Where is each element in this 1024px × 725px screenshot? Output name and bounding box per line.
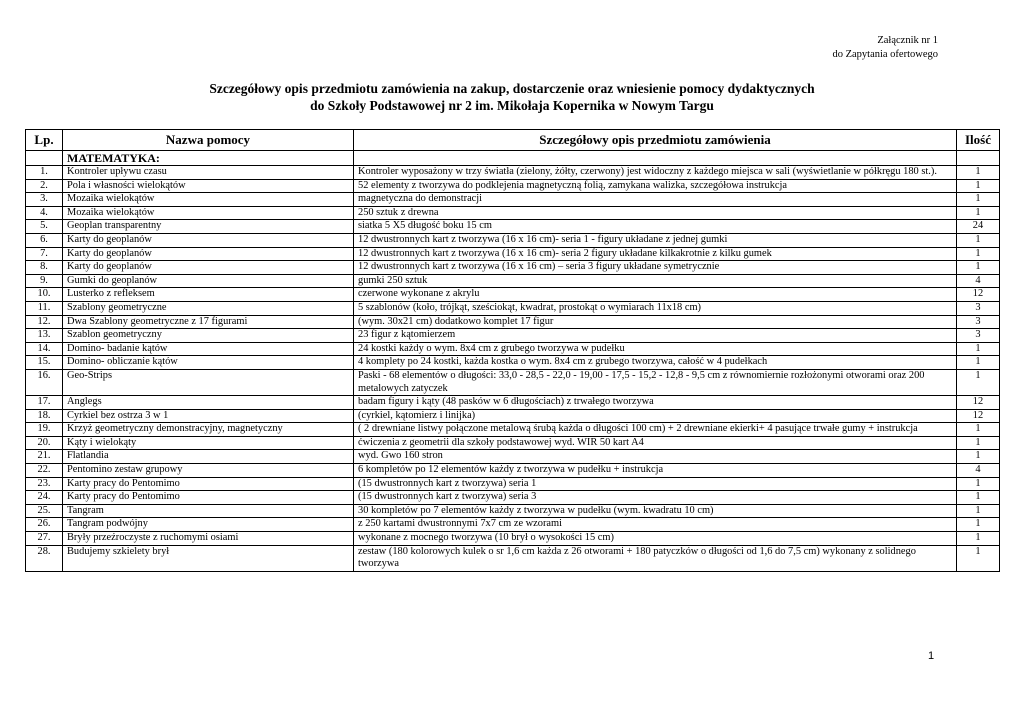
item-quantity: 4 xyxy=(957,464,1000,478)
item-quantity: 1 xyxy=(957,233,1000,247)
item-quantity: 3 xyxy=(957,315,1000,329)
item-quantity: 12 xyxy=(957,396,1000,410)
item-quantity: 1 xyxy=(957,545,1000,571)
item-name: Geoplan transparentny xyxy=(63,220,354,234)
item-quantity: 1 xyxy=(957,450,1000,464)
item-quantity: 1 xyxy=(957,436,1000,450)
header-description: Szczegółowy opis przedmiotu zamówienia xyxy=(354,130,957,151)
table-row xyxy=(26,342,1000,356)
section-row xyxy=(26,151,1000,166)
item-name: Szablony geometryczne xyxy=(63,301,354,315)
table-row xyxy=(26,518,1000,532)
item-name: Szablon geometryczny xyxy=(63,329,354,343)
row-number: 2. xyxy=(26,179,63,193)
item-description: 23 figur z kątomierzem xyxy=(354,329,957,343)
item-name: Mozaika wielokątów xyxy=(63,206,354,220)
item-quantity: 1 xyxy=(957,504,1000,518)
item-description: 24 kostki każdy o wym. 8x4 cm z grubego tworzywa w pudełku xyxy=(354,342,957,356)
item-name: Karty do geoplanów xyxy=(63,247,354,261)
item-name: Pentomino zestaw grupowy xyxy=(63,464,354,478)
item-quantity: 1 xyxy=(957,356,1000,370)
table-row xyxy=(26,233,1000,247)
item-description: 6 kompletów po 12 elementów każdy z tworzywa w pudełku + instrukcja xyxy=(354,464,957,478)
table-row xyxy=(26,315,1000,329)
title-line-1: Szczegółowy opis przedmiotu zamówienia na zakup, dostarczenie oraz wniesienie pomocy dydaktycznych xyxy=(209,81,815,96)
item-description: siatka 5 X5 długość boku 15 cm xyxy=(354,220,957,234)
row-number: 1. xyxy=(26,166,63,180)
row-number: 20. xyxy=(26,436,63,450)
table-row xyxy=(26,166,1000,180)
row-number: 8. xyxy=(26,261,63,275)
table-row xyxy=(26,450,1000,464)
item-name: Dwa Szablony geometryczne z 17 figurami xyxy=(63,315,354,329)
item-description: ćwiczenia z geometrii dla szkoły podstawowej wyd. WIR 50 kart A4 xyxy=(354,436,957,450)
table-row xyxy=(26,409,1000,423)
table-row xyxy=(26,301,1000,315)
table-row xyxy=(26,329,1000,343)
header-quantity: Ilość xyxy=(957,130,1000,151)
item-name: Mozaika wielokątów xyxy=(63,193,354,207)
table-row xyxy=(26,477,1000,491)
item-quantity: 1 xyxy=(957,247,1000,261)
item-description: wykonane z mocnego tworzywa (10 brył o wysokości 15 cm) xyxy=(354,532,957,546)
table-row xyxy=(26,504,1000,518)
table-row xyxy=(26,220,1000,234)
item-name: Tangram xyxy=(63,504,354,518)
table-row xyxy=(26,179,1000,193)
item-quantity: 24 xyxy=(957,220,1000,234)
row-number: 12. xyxy=(26,315,63,329)
item-description: Kontroler wyposażony w trzy światła (zielony, żółty, czerwony) jest widoczny z każdego miejsca w sali (wyświetlanie w półkręgu 180 st.). xyxy=(354,166,957,180)
item-name: Geo-Strips xyxy=(63,369,354,395)
table-row xyxy=(26,193,1000,207)
table-row xyxy=(26,491,1000,505)
row-number: 15. xyxy=(26,356,63,370)
row-number: 21. xyxy=(26,450,63,464)
table-row xyxy=(26,356,1000,370)
item-name: Lusterko z refleksem xyxy=(63,288,354,302)
item-description: gumki 250 sztuk xyxy=(354,274,957,288)
item-name: Cyrkiel bez ostrza 3 w 1 xyxy=(63,409,354,423)
item-quantity: 1 xyxy=(957,477,1000,491)
item-description: 250 sztuk z drewna xyxy=(354,206,957,220)
table-row xyxy=(26,206,1000,220)
item-description: 12 dwustronnych kart z tworzywa (16 x 16 cm) – seria 3 figury układane symetrycznie xyxy=(354,261,957,275)
row-number: 14. xyxy=(26,342,63,356)
item-quantity: 1 xyxy=(957,179,1000,193)
item-name: Karty pracy do Pentomimo xyxy=(63,477,354,491)
item-description: ( 2 drewniane listwy połączone metalową śrubą każda o długości 100 cm) + 2 drewniane ekierki+ 4 pasujące trwałe gumy + instrukcja xyxy=(354,423,957,437)
item-quantity: 3 xyxy=(957,301,1000,315)
item-name: Domino- badanie kątów xyxy=(63,342,354,356)
item-description: 4 komplety po 24 kostki, każda kostka o wym. 8x4 cm z grubego tworzywa, całość w 4 pudełkach xyxy=(354,356,957,370)
item-quantity: 12 xyxy=(957,288,1000,302)
item-name: Karty do geoplanów xyxy=(63,261,354,275)
table-row xyxy=(26,247,1000,261)
item-description: (15 dwustronnych kart z tworzywa) seria 3 xyxy=(354,491,957,505)
row-number: 19. xyxy=(26,423,63,437)
item-description: Paski - 68 elementów o długości: 33,0 - 28,5 - 22,0 - 19,00 - 17,5 - 15,2 - 12,8 - 9,5 cm z równomiernie rozłożonymi otworami oraz 200 metalowych zatyczek xyxy=(354,369,957,395)
table-row xyxy=(26,464,1000,478)
row-number: 11. xyxy=(26,301,63,315)
table-row xyxy=(26,396,1000,410)
table-row xyxy=(26,274,1000,288)
table-row xyxy=(26,436,1000,450)
document-title xyxy=(0,80,1024,114)
item-description: 12 dwustronnych kart z tworzywa (16 x 16 cm)- seria 1 - figury układane z jednej gumki xyxy=(354,233,957,247)
table-row xyxy=(26,288,1000,302)
row-number: 13. xyxy=(26,329,63,343)
item-name: Kontroler upływu czasu xyxy=(63,166,354,180)
item-name: Karty do geoplanów xyxy=(63,233,354,247)
item-name: Kąty i wielokąty xyxy=(63,436,354,450)
item-quantity: 1 xyxy=(957,342,1000,356)
table-header-row xyxy=(26,130,1000,151)
row-number: 25. xyxy=(26,504,63,518)
item-quantity: 1 xyxy=(957,491,1000,505)
item-description: (wym. 30x21 cm) dodatkowo komplet 17 figur xyxy=(354,315,957,329)
item-description: zestaw (180 kolorowych kulek o sr 1,6 cm każda z 26 otworami + 180 patyczków o długości od 1,6 do 7,5 cm) wykonany z solidnego tworzywa xyxy=(354,545,957,571)
item-quantity: 1 xyxy=(957,518,1000,532)
header-name: Nazwa pomocy xyxy=(63,130,354,151)
table-row xyxy=(26,545,1000,571)
row-number: 22. xyxy=(26,464,63,478)
item-description: magnetyczna do demonstracji xyxy=(354,193,957,207)
row-number: 18. xyxy=(26,409,63,423)
row-number: 5. xyxy=(26,220,63,234)
row-number: 16. xyxy=(26,369,63,395)
row-number: 24. xyxy=(26,491,63,505)
attachment-line-1: Załącznik nr 1 xyxy=(877,35,938,46)
table-row xyxy=(26,423,1000,437)
item-quantity: 1 xyxy=(957,261,1000,275)
item-description: (15 dwustronnych kart z tworzywa) seria 1 xyxy=(354,477,957,491)
item-name: Bryły przeźroczyste z ruchomymi osiami xyxy=(63,532,354,546)
table-row xyxy=(26,261,1000,275)
item-name: Gumki do geoplanów xyxy=(63,274,354,288)
item-description: 12 dwustronnych kart z tworzywa (16 x 16 cm)- seria 2 figury układane kilkakrotnie z kilku gumek xyxy=(354,247,957,261)
row-number: 7. xyxy=(26,247,63,261)
title-line-2: do Szkoły Podstawowej nr 2 im. Mikołaja Kopernika w Nowym Targu xyxy=(310,98,714,113)
item-description: wyd. Gwo 160 stron xyxy=(354,450,957,464)
item-description: 52 elementy z tworzywa do podklejenia magnetyczną folią, zamykana walizka, szczegółowa instrukcja xyxy=(354,179,957,193)
row-number: 23. xyxy=(26,477,63,491)
item-description: badam figury i kąty (48 pasków w 6 długościach) z trwałego tworzywa xyxy=(354,396,957,410)
row-number: 28. xyxy=(26,545,63,571)
item-name: Budujemy szkielety brył xyxy=(63,545,354,571)
items-table xyxy=(25,129,1000,572)
item-description: z 250 kartami dwustronnymi 7x7 cm ze wzorami xyxy=(354,518,957,532)
row-number: 9. xyxy=(26,274,63,288)
item-quantity: 12 xyxy=(957,409,1000,423)
row-number: 3. xyxy=(26,193,63,207)
item-name: Krzyż geometryczny demonstracyjny, magnetyczny xyxy=(63,423,354,437)
item-quantity: 4 xyxy=(957,274,1000,288)
item-description: 5 szablonów (koło, trójkąt, sześciokąt, kwadrat, prostokąt o wymiarach 11x18 cm) xyxy=(354,301,957,315)
item-description: (cyrkiel, kątomierz i linijka) xyxy=(354,409,957,423)
row-number: 27. xyxy=(26,532,63,546)
row-number: 17. xyxy=(26,396,63,410)
item-quantity: 1 xyxy=(957,193,1000,207)
row-number: 10. xyxy=(26,288,63,302)
row-number: 26. xyxy=(26,518,63,532)
item-quantity: 1 xyxy=(957,166,1000,180)
item-name: Pola i własności wielokątów xyxy=(63,179,354,193)
item-quantity: 1 xyxy=(957,532,1000,546)
item-description: 30 kompletów po 7 elementów każdy z tworzywa w pudełku (wym. kwadratu 10 cm) xyxy=(354,504,957,518)
page-number: 1 xyxy=(928,650,935,662)
item-name: Domino- obliczanie kątów xyxy=(63,356,354,370)
item-quantity: 1 xyxy=(957,206,1000,220)
row-number: 4. xyxy=(26,206,63,220)
item-name: Flatlandia xyxy=(63,450,354,464)
header-lp: Lp. xyxy=(26,130,63,151)
item-quantity: 1 xyxy=(957,369,1000,395)
item-description: czerwone wykonane z akrylu xyxy=(354,288,957,302)
section-label: MATEMATYKA: xyxy=(63,151,354,166)
item-quantity: 1 xyxy=(957,423,1000,437)
attachment-line-2: do Zapytania ofertowego xyxy=(832,49,938,60)
item-name: Karty pracy do Pentomimo xyxy=(63,491,354,505)
attachment-note xyxy=(832,34,938,62)
item-quantity: 3 xyxy=(957,329,1000,343)
item-name: Anglegs xyxy=(63,396,354,410)
row-number: 6. xyxy=(26,233,63,247)
item-name: Tangram podwójny xyxy=(63,518,354,532)
table-row xyxy=(26,369,1000,395)
table-row xyxy=(26,532,1000,546)
